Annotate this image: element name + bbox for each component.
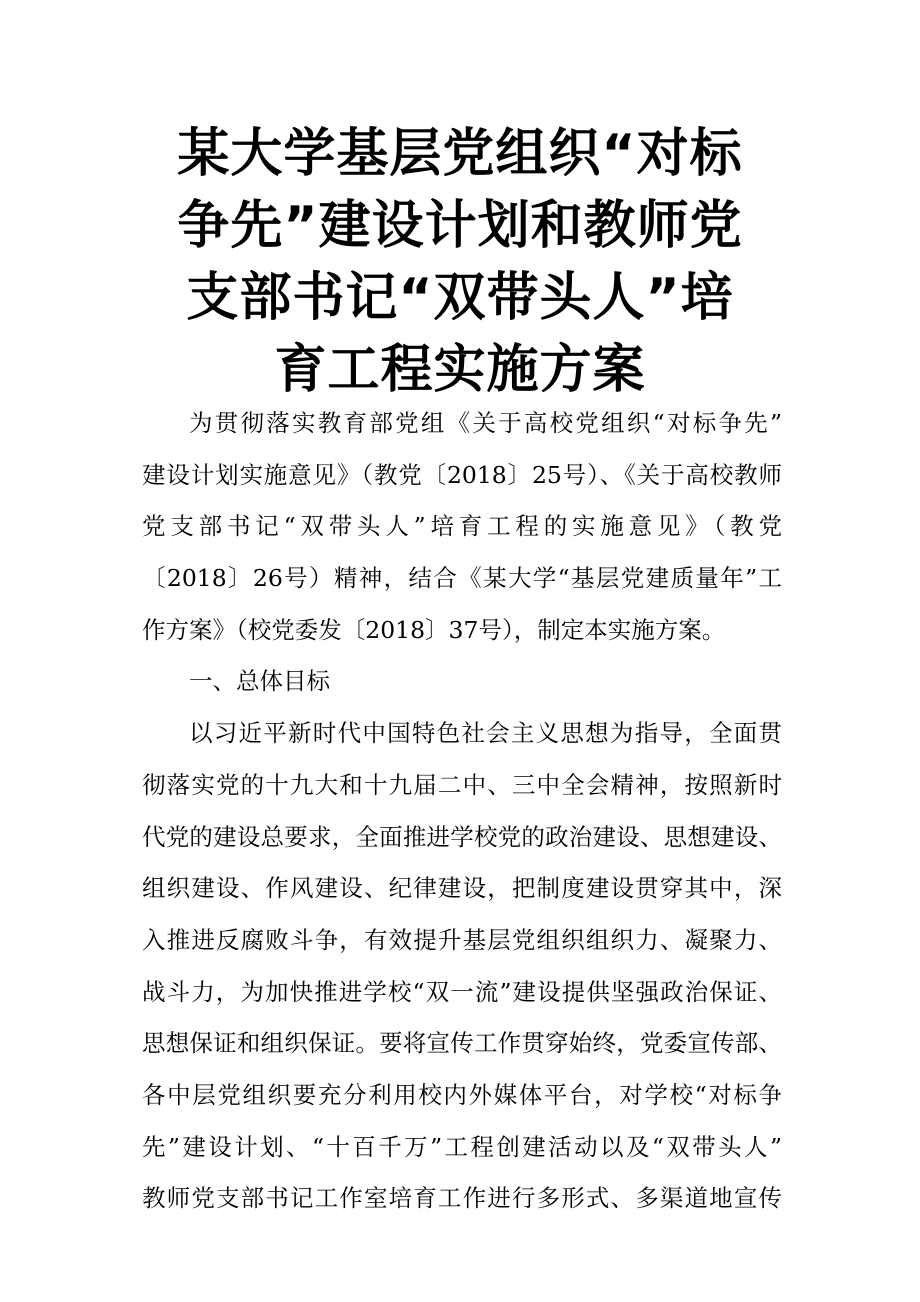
section-line: 代党的建设总要求，全面推进学校党的政治建设、思想建设、 — [142, 822, 782, 851]
section-line: 组织建设、作风建设、纪律建设，把制度建设贯穿其中，深 — [142, 874, 782, 903]
section-line: 彻落实党的十九大和十九届二中、三中全会精神，按照新时 — [142, 770, 782, 799]
section-line: 以习近平新时代中国特色社会主义思想为指导，全面贯 — [189, 719, 782, 748]
intro-line: 党支部书记“双带头人”培育工程的实施意见》（教党 — [142, 512, 782, 541]
section-line: 各中层党组织要充分利用校内外媒体平台，对学校“对标争 — [142, 1080, 782, 1109]
intro-line: 建设计划实施意见》（教党〔2018〕25号）、《关于高校教师 — [142, 460, 782, 489]
title-line: 某大学基层党组织“对标 — [177, 124, 743, 184]
section-heading: 一、总体目标 — [189, 667, 330, 696]
document-body — [142, 398, 782, 1225]
section-line: 先”建设计划、“十百千万”工程创建活动以及“双带头人” — [142, 1132, 782, 1161]
section-line: 入推进反腐败斗争，有效提升基层党组织组织力、凝聚力、 — [142, 925, 782, 954]
section-line: 教师党支部书记工作室培育工作进行多形式、多渠道地宣传 — [142, 1184, 782, 1213]
intro-line: 作方案》（校党委发〔2018〕37号），制定本实施方案。 — [142, 615, 726, 644]
title-line: 育工程实施方案 — [274, 340, 646, 400]
document-title — [130, 118, 790, 406]
section-line: 思想保证和组织保证。要将宣传工作贯穿始终，党委宣传部、 — [142, 1029, 782, 1058]
title-line: 支部书记“双带头人”培 — [186, 268, 734, 328]
title-line: 争先”建设计划和教师党 — [177, 196, 743, 256]
intro-line: 为贯彻落实教育部党组《关于高校党组织“对标争先” — [189, 409, 782, 437]
intro-line: 〔2018〕26号）精神，结合《某大学“基层党建质量年”工 — [142, 564, 782, 593]
section-line: 战斗力，为加快推进学校“双一流”建设提供坚强政治保证、 — [142, 977, 782, 1006]
